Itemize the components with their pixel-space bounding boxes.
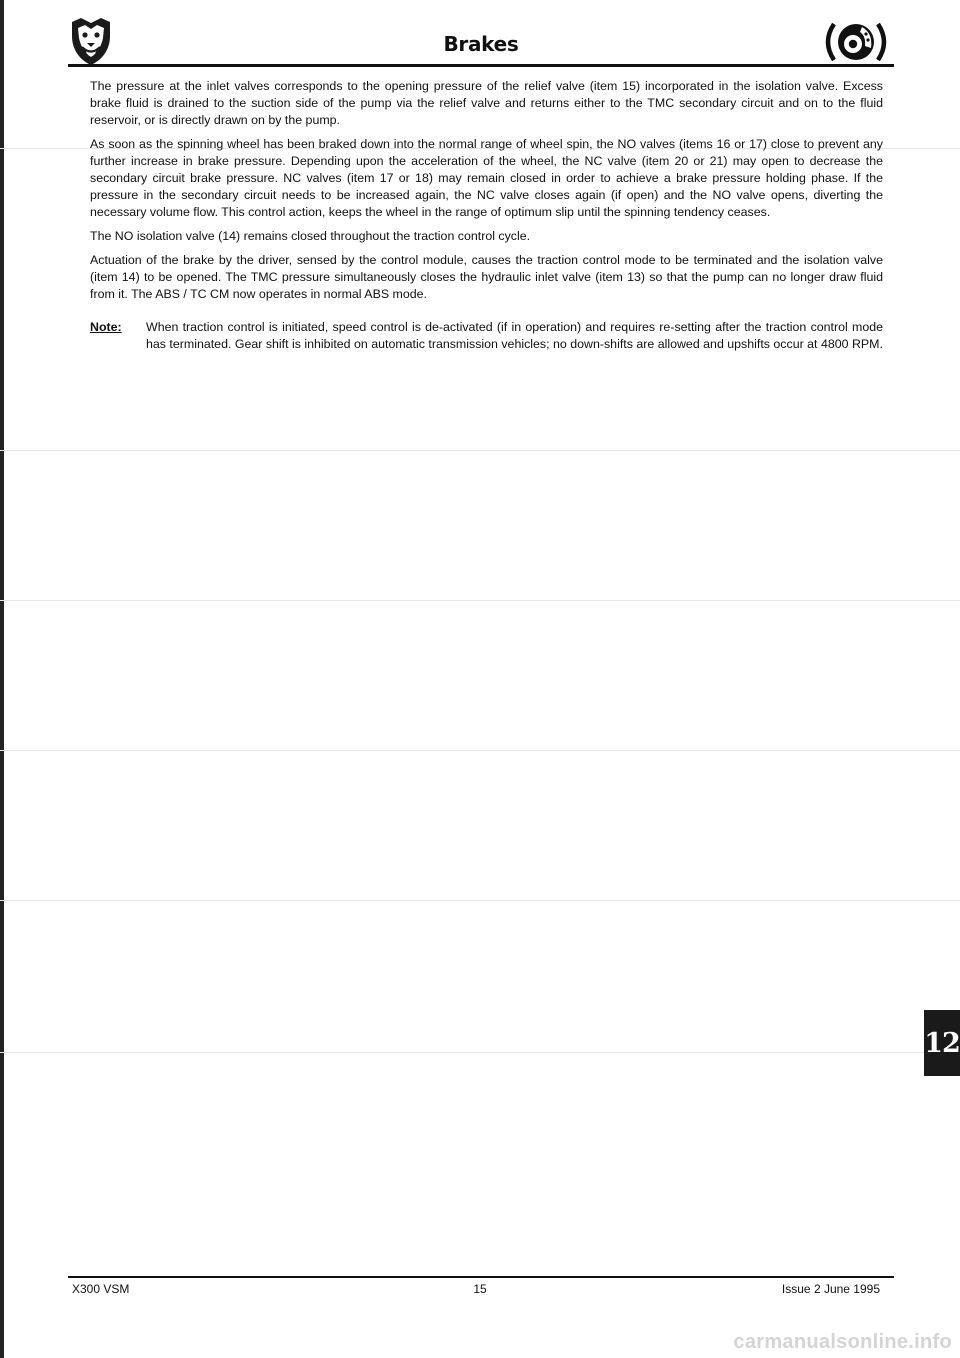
header-rule xyxy=(68,64,894,67)
page-content xyxy=(90,78,883,353)
scan-line xyxy=(0,600,960,601)
scan-line xyxy=(0,450,960,451)
scan-line xyxy=(0,750,960,751)
page-title: Brakes xyxy=(443,32,519,56)
note-block xyxy=(90,319,883,353)
scan-line xyxy=(0,900,960,901)
note-label: Note: xyxy=(90,320,122,334)
watermark: carmanualsonline.info xyxy=(733,1331,952,1353)
paragraph: As soon as the spinning wheel has been braked down into the normal range of wheel spin, the NO valves (items 16 or 17) close to prevent any further increase in brake pressure. Depending upon the acceleration of the wheel, the NC valve (item 20 or 21) may open to decrease the secondary circuit brake pressure. NC valves (item 17 or 18) may remain closed in order to achieve a brake pressure holding phase. If the pressure in the secondary circuit needs to be increased again, the NC valve closes again (if open) and the NO valve opens, diverting the necessary volume flow. This control action, keeps the wheel in the range of optimum slip until the spinning tendency ceases. xyxy=(90,137,883,219)
footer-issue-date: Issue 2 June 1995 xyxy=(781,1282,880,1296)
scan-line xyxy=(0,1052,960,1053)
scan-edge xyxy=(0,0,4,1358)
page-number: 15 xyxy=(473,1282,487,1296)
note-text: When traction control is initiated, speed control is de-activated (if in operation) and requires re-setting after the traction control mode has terminated. Gear shift is inhibited on automatic transmission vehicles; no down-shifts are allowed and upshifts occur at 4800 RPM. xyxy=(146,320,883,351)
paragraph: The pressure at the inlet valves corresponds to the opening pressure of the relief valve (item 15) incorporated in the isolation valve. Excess brake fluid is drained to the suction side of the pump via the relief valve and returns either to the TMC secondary circuit and on to the fluid reservoir, or is directly drawn on by the pump. xyxy=(90,79,883,127)
paragraph: Actuation of the brake by the driver, sensed by the control module, causes the traction control mode to be terminated and the isolation valve (item 14) to be opened. The TMC pressure simultaneously closes the hydraulic inlet valve (item 13) so that the pump can no longer draw fluid from it. The ABS / TC CM now operates in normal ABS mode. xyxy=(90,253,883,301)
footer-rule xyxy=(68,1276,894,1278)
section-tab: 12 xyxy=(924,1010,960,1076)
paragraph: The NO isolation valve (14) remains closed throughout the traction control cycle. xyxy=(90,229,531,243)
footer-manual-code: X300 VSM xyxy=(72,1282,130,1296)
brake-disc-icon xyxy=(820,20,892,64)
